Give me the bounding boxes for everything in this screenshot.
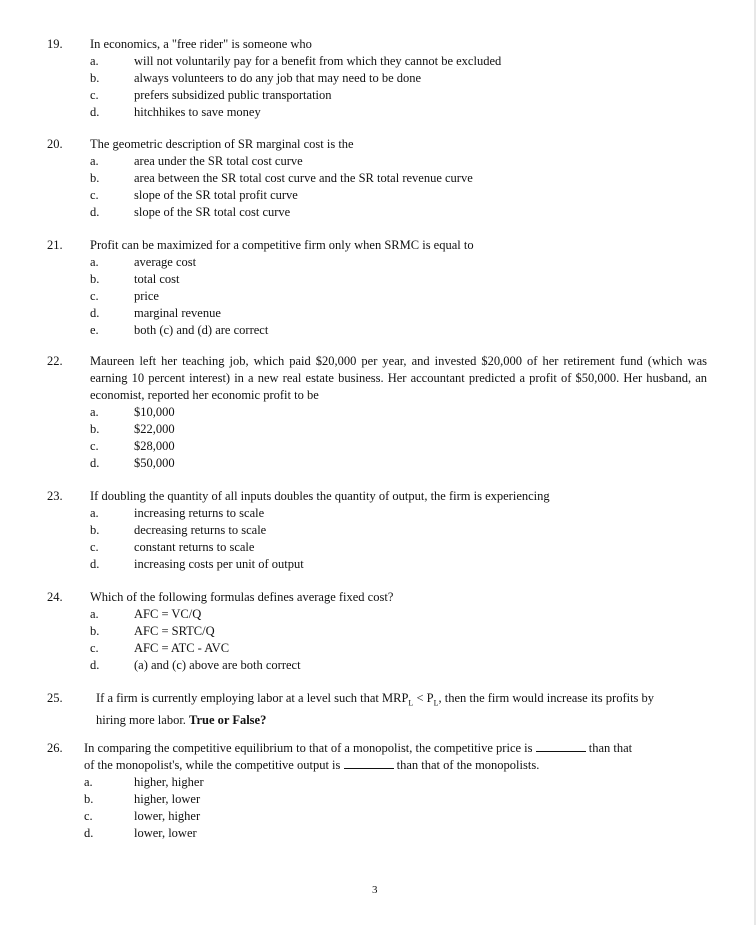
option: b. decreasing returns to scale [90,523,267,537]
options-list [0,53,756,121]
option: a. area under the SR total cost curve [90,154,303,168]
options-list [0,153,756,221]
question-number: 21. [47,238,63,252]
page-number: 3 [372,884,378,896]
option: a. $10,000 [90,405,175,419]
question-number: 22. [47,354,63,368]
option: d. slope of the SR total cost curve [90,205,291,219]
option: d. lower, lower [84,826,197,840]
option: c. $28,000 [90,439,175,453]
question-text: In economics, a "free rider" is someone who [90,37,312,51]
option: b. always volunteers to do any job that may need to be done [90,71,422,85]
option: a. AFC = VC/Q [90,607,202,621]
question-text: Maureen left her teaching job, which paid $20,000 per year, and invested $20,000 of her retirement fund (which was earning 10 percent interest) in a new real estate business. Her accountant predicted a profit of $50,000. Her husband, an economist, reported her economic profit to be [90,354,707,402]
option: a. higher, higher [84,775,204,789]
option: c. prefers subsidized public transportation [90,88,332,102]
option: d. (a) and (c) above are both correct [90,658,301,672]
option: a. will not voluntarily pay for a benefit from which they cannot be excluded [90,54,502,68]
question-number: 19. [47,37,63,51]
answer-blank [344,757,394,769]
option: c. slope of the SR total profit curve [90,188,298,202]
question-text: If doubling the quantity of all inputs doubles the quantity of output, the firm is experiencing [90,489,550,503]
option: a. average cost [90,255,197,269]
question-text: Which of the following formulas defines average fixed cost? [90,590,394,604]
options-list [0,254,756,339]
question-text: The geometric description of SR marginal cost is the [90,137,354,151]
option: d. marginal revenue [90,306,221,320]
options-list [0,606,756,674]
question-text: Profit can be maximized for a competitive firm only when SRMC is equal to [90,238,474,252]
question-number: 25. [47,691,63,705]
question-text: If a firm is currently employing labor at a level such that $MRP_L < P_L$, then the firm would increase its profits by hiring more labor. True or False? [96,691,655,727]
question-text: In comparing the competitive equilibrium to that of a monopolist, the competitive price is than that [84,741,633,755]
option: c. lower, higher [84,809,201,823]
option: c. constant returns to scale [90,540,255,554]
question-text-line-2: of the monopolist's, while the competitive output is than that of the monopolists. [84,758,540,772]
option: b. higher, lower [84,792,201,806]
question-number: 24. [47,590,63,604]
option: b. AFC = SRTC/Q [90,624,215,638]
option: b. total cost [90,272,180,286]
options-list [0,404,756,472]
option: c. AFC = ATC - AVC [90,641,230,655]
option: d. increasing costs per unit of output [90,557,304,571]
option: a. increasing returns to scale [90,506,265,520]
option: b. $22,000 [90,422,175,436]
options-list [0,774,756,842]
true-false-prompt: True or False? [189,712,267,727]
question-number: 20. [47,137,63,151]
answer-blank [536,740,586,752]
option: c. price [90,289,159,303]
question-number: 23. [47,489,63,503]
option: d. hitchhikes to save money [90,105,261,119]
question-number: 26. [47,741,63,755]
option: b. area between the SR total cost curve and the SR total revenue curve [90,171,473,185]
option: d. $50,000 [90,456,175,470]
options-list [0,505,756,573]
option: e. both (c) and (d) are correct [90,323,269,337]
